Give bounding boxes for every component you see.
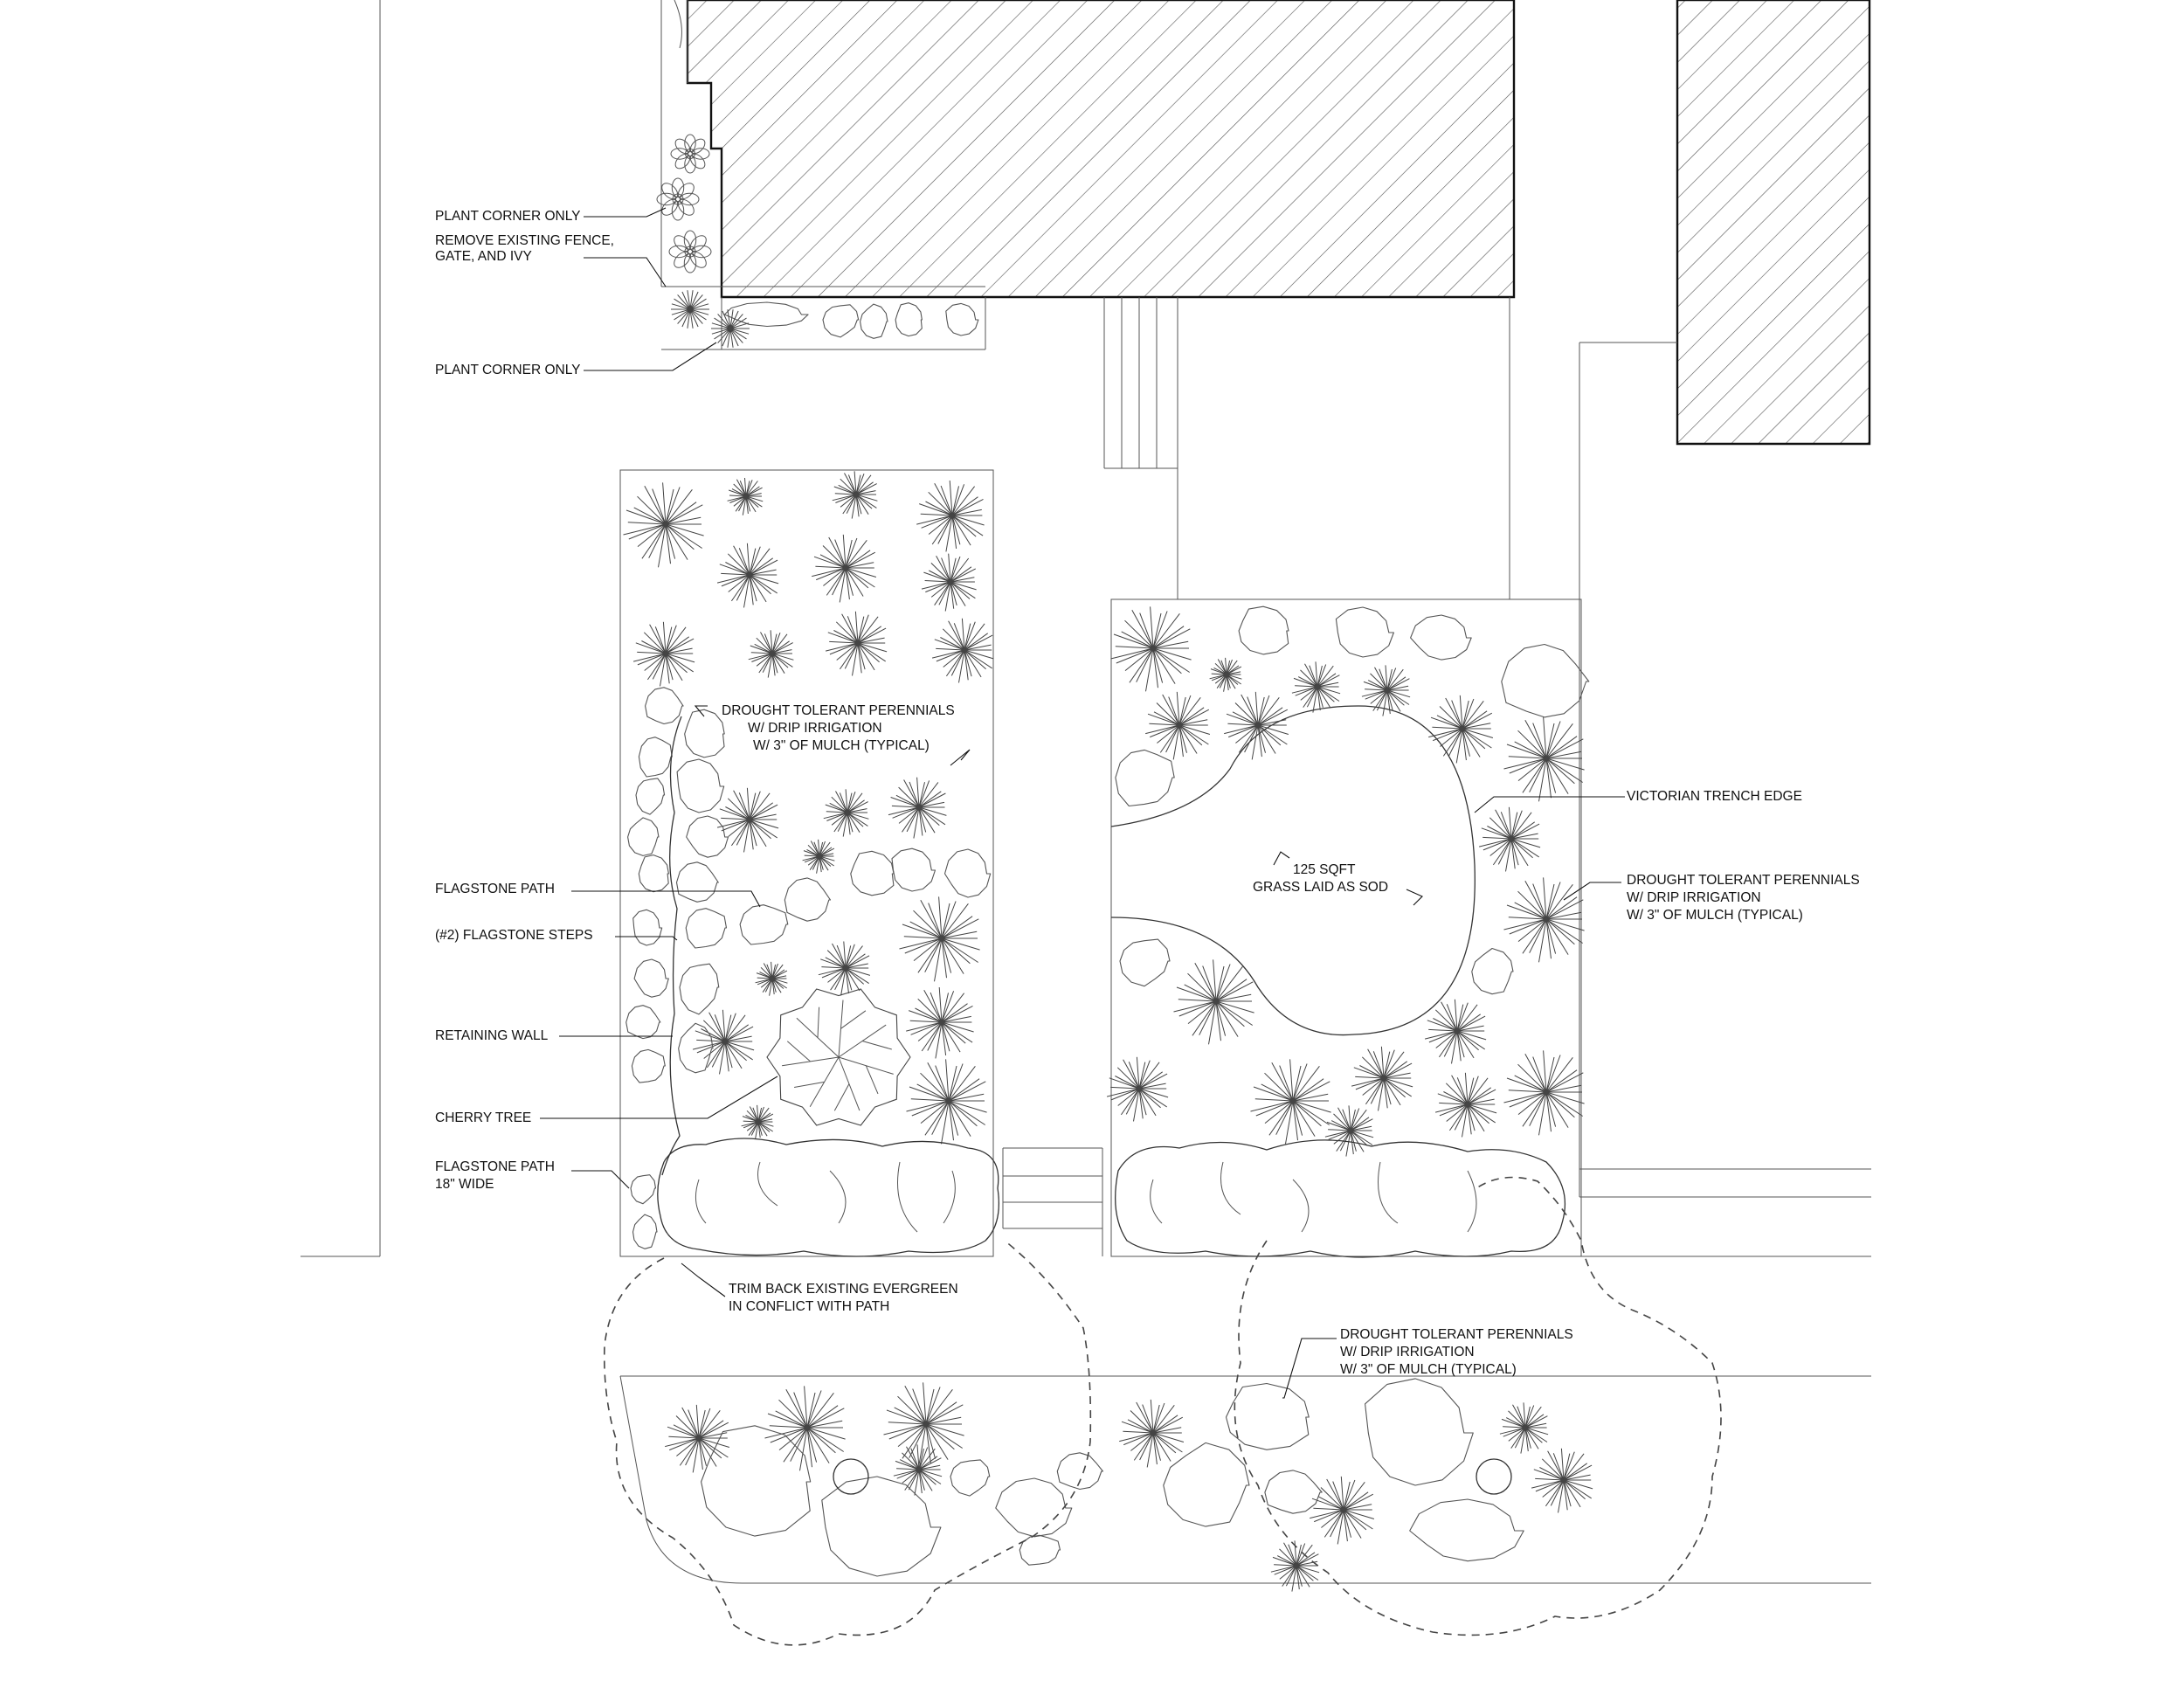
label-flagstone-steps: (#2) FLAGSTONE STEPS: [435, 928, 593, 943]
label-perennials-bottom-1: DROUGHT TOLERANT PERENNIALS: [1340, 1327, 1573, 1342]
spiky-perennial-icon: [907, 1059, 987, 1144]
spiky-perennial-icon: [1425, 1000, 1486, 1064]
spiky-perennial-icon: [888, 778, 946, 839]
spiky-perennial-icon: [884, 1382, 964, 1467]
round-shrub-icon: [823, 305, 859, 337]
label-perennials-bottom-2: W/ DRIP IRRIGATION: [1340, 1345, 1475, 1359]
round-shrub-icon: [860, 304, 888, 338]
round-shrub-icon: [946, 303, 978, 336]
spiky-perennial-icon: [812, 535, 876, 603]
round-shrub-icon: [1411, 615, 1472, 660]
round-shrub-icon: [740, 905, 788, 944]
label-lawn-1: 125 SQFT: [1293, 862, 1356, 877]
spiky-perennial-icon: [1111, 606, 1192, 691]
round-shrub-icon: [1227, 1384, 1310, 1450]
round-shrub-icon: [822, 1477, 941, 1576]
spiky-perennial-icon: [803, 840, 835, 874]
cherry-tree-icon: [767, 989, 910, 1125]
spiky-perennial-icon: [906, 987, 973, 1058]
spiky-perennial-icon: [1479, 807, 1540, 872]
spiky-perennial-icon: [711, 309, 750, 348]
hedge-right: [1116, 1140, 1565, 1257]
round-shrub-icon: [996, 1478, 1072, 1537]
round-shrub-icon: [631, 1175, 656, 1204]
evergreen-canopy-right: [1234, 1178, 1721, 1636]
spiky-perennial-icon: [1310, 1477, 1374, 1545]
round-shrub-icon: [685, 709, 725, 758]
spiky-perennial-icon: [826, 612, 887, 676]
spiky-perennial-icon: [1174, 959, 1254, 1044]
annotations: [435, 209, 1860, 1377]
spiky-perennial-icon: [916, 481, 984, 551]
round-shrub-icon: [892, 848, 936, 891]
spiky-perennial-icon: [1504, 877, 1585, 962]
round-shrub-icon: [628, 818, 659, 856]
spiky-perennial-icon: [671, 290, 709, 329]
round-shrub-icon: [636, 778, 665, 814]
spiky-perennial-icon: [756, 962, 788, 996]
label-lawn-2: GRASS LAID AS SOD: [1253, 880, 1389, 895]
label-plant-corner-top: PLANT CORNER ONLY: [435, 209, 581, 224]
round-shrub-icon: [1057, 1453, 1102, 1490]
hedge-left: [658, 1138, 999, 1256]
label-perennials-left-3: W/ 3" OF MULCH (TYPICAL): [753, 738, 930, 753]
round-shrub-icon: [1472, 949, 1513, 994]
shrub-group: [626, 302, 1589, 1576]
spiky-perennial-icon: [1292, 661, 1340, 712]
neighbor-house: [1677, 0, 1870, 444]
spiky-perennial-icon: [922, 554, 977, 612]
label-remove-fence-2: GATE, AND IVY: [435, 249, 532, 264]
rosette-plant-icon: [657, 178, 699, 220]
round-shrub-icon: [784, 878, 830, 921]
label-retaining-wall: RETAINING WALL: [435, 1028, 549, 1043]
spiky-perennial-icon: [932, 619, 993, 683]
round-shrub-icon: [677, 862, 719, 903]
round-shrub-icon: [945, 849, 991, 897]
rosette-plant-icon: [669, 231, 711, 273]
ivy-strip: [661, 0, 688, 287]
label-perennials-right-2: W/ DRIP IRRIGATION: [1627, 890, 1761, 905]
round-shrub-icon: [687, 816, 729, 857]
label-flagstone-path-18-1: FLAGSTONE PATH: [435, 1159, 555, 1174]
round-shrub-icon: [686, 909, 726, 948]
label-victorian-edge: VICTORIAN TRENCH EDGE: [1627, 789, 1802, 804]
label-flagstone-path: FLAGSTONE PATH: [435, 882, 555, 896]
spiky-perennial-icon: [819, 942, 870, 996]
main-house: [688, 0, 1514, 297]
spiky-perennial-icon: [1504, 1050, 1585, 1135]
label-perennials-right-1: DROUGHT TOLERANT PERENNIALS: [1627, 873, 1860, 888]
spiky-perennial-icon: [717, 543, 778, 608]
round-shrub-icon: [851, 851, 894, 896]
label-flagstone-path-18-2: 18" WIDE: [435, 1177, 494, 1192]
round-shrub-icon: [646, 688, 684, 724]
round-shrub-icon: [1239, 606, 1289, 654]
label-trim-back-2: IN CONFLICT WITH PATH: [729, 1299, 890, 1314]
round-shrub-icon: [1336, 607, 1393, 657]
round-shrub-icon: [634, 959, 668, 997]
spiky-perennial-icon: [1500, 1402, 1548, 1453]
spiky-perennial-icon: [728, 478, 764, 515]
spiky-perennial-icon: [894, 1444, 942, 1495]
round-shrub-icon: [639, 855, 668, 892]
round-shrub-icon: [680, 964, 719, 1014]
label-perennials-right-3: W/ 3" OF MULCH (TYPICAL): [1627, 908, 1803, 923]
spiky-perennial-icon: [1145, 692, 1210, 760]
spiky-perennial-icon: [1271, 1540, 1319, 1591]
rosette-plant-icon: [671, 135, 709, 173]
spiky-perennial-icon: [1351, 1047, 1413, 1111]
label-perennials-bottom-3: W/ 3" OF MULCH (TYPICAL): [1340, 1362, 1517, 1377]
round-shrub-icon: [632, 1049, 665, 1083]
round-shrub-icon: [1164, 1442, 1249, 1526]
round-shrub-icon: [677, 759, 724, 813]
spiky-perennial-icon: [742, 1105, 774, 1139]
spiky-perennial-icon: [1119, 1400, 1184, 1468]
round-shrub-icon: [1120, 939, 1170, 986]
spiky-perennial-icon: [624, 482, 704, 567]
label-perennials-left-2: W/ DRIP IRRIGATION: [748, 721, 882, 736]
spiky-perennial-icon: [749, 630, 794, 677]
round-shrub-icon: [895, 303, 922, 336]
spiky-perennial-icon: [1435, 1073, 1496, 1138]
spiky-perennial-icon: [833, 471, 878, 518]
round-shrub-icon: [639, 737, 672, 777]
round-shrub-icon: [1502, 645, 1589, 717]
spiky-perennial-icon: [1531, 1449, 1593, 1513]
front-steps: [1003, 1148, 1102, 1256]
round-shrub-icon: [633, 910, 662, 945]
spiky-perennial-icon: [900, 896, 980, 981]
spiky-perennial-icon: [1428, 695, 1493, 764]
spiky-perennial-icon: [1210, 658, 1242, 692]
spiky-perennial-icon: [1107, 1057, 1168, 1122]
survey-point-icon: [833, 1459, 868, 1494]
back-steps: [1104, 297, 1510, 599]
round-shrub-icon: [1365, 1379, 1474, 1485]
perennial-group: [624, 471, 1593, 1591]
spiky-perennial-icon: [1504, 716, 1585, 801]
spiky-perennial-icon: [1325, 1105, 1373, 1156]
spiky-perennial-icon: [693, 1010, 754, 1075]
label-trim-back-1: TRIM BACK EXISTING EVERGREEN: [729, 1282, 958, 1297]
round-shrub-icon: [1116, 750, 1174, 806]
round-shrub-icon: [1410, 1499, 1524, 1561]
label-perennials-left-1: DROUGHT TOLERANT PERENNIALS: [722, 703, 955, 718]
round-shrub-icon: [950, 1460, 990, 1496]
label-remove-fence-1: REMOVE EXISTING FENCE,: [435, 233, 614, 248]
round-shrub-icon: [702, 1426, 811, 1536]
round-shrub-icon: [626, 1006, 660, 1039]
label-plant-corner-bottom: PLANT CORNER ONLY: [435, 363, 581, 377]
label-cherry-tree: CHERRY TREE: [435, 1110, 532, 1125]
spiky-perennial-icon: [633, 622, 695, 687]
round-shrub-icon: [633, 1214, 658, 1249]
survey-point-icon: [1476, 1459, 1511, 1494]
spiky-perennial-icon: [824, 789, 869, 836]
left-planting-bed: [620, 470, 993, 1256]
spiky-perennial-icon: [1251, 1059, 1331, 1144]
spiky-perennial-icon: [1224, 692, 1289, 760]
round-shrub-icon: [1265, 1470, 1322, 1513]
